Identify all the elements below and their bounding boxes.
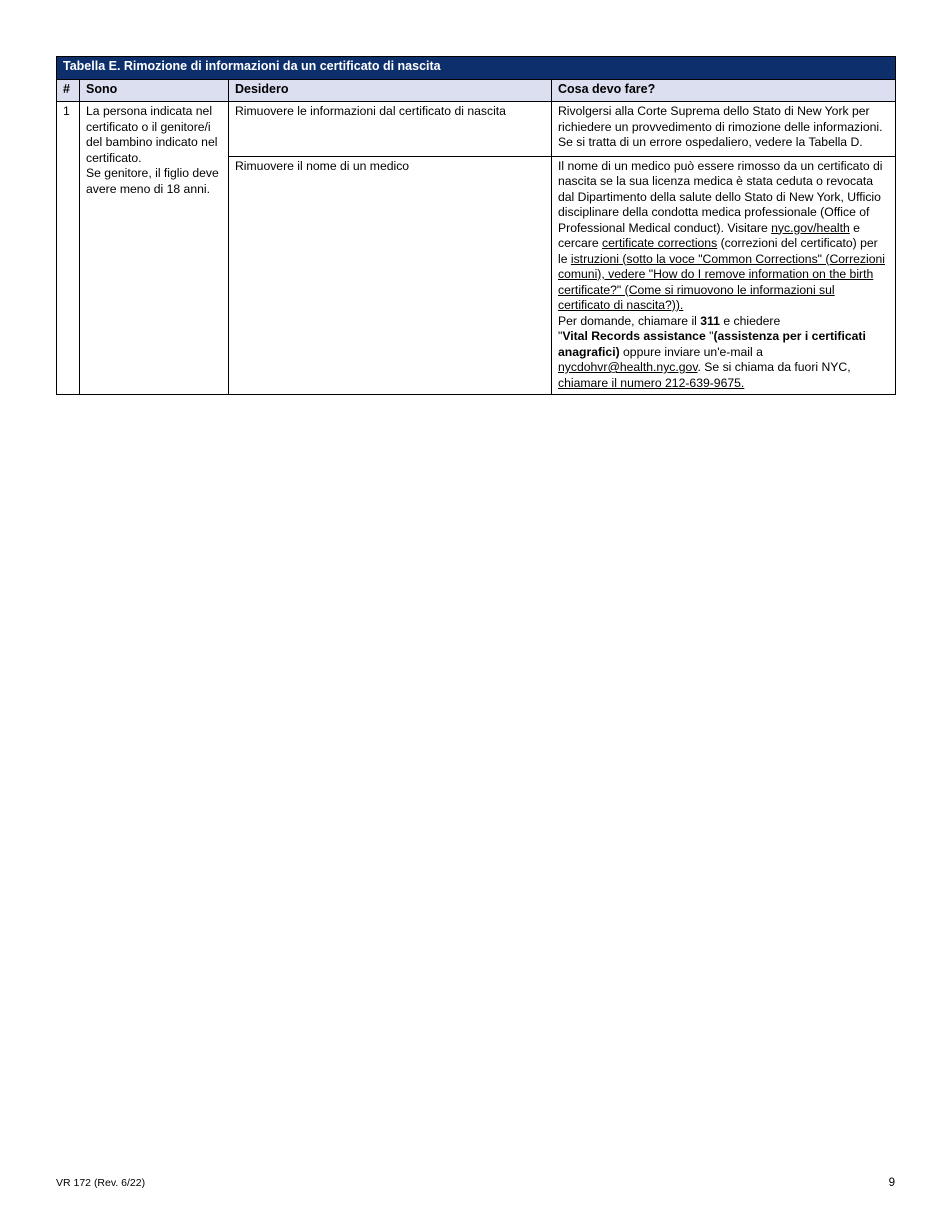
column-header-cosa: Cosa devo fare? — [552, 80, 896, 102]
sono-text-2: Se genitore, il figlio deve avere meno di 18 anni. — [86, 166, 219, 196]
instructions-link[interactable]: istruzioni (sotto la voce "Common Corrections" (Correzioni comuni), vedere "How do I remove information on the birth certificate?" (Come si rimuovono le informazioni sul certificato di nascita?)). — [558, 251, 885, 312]
table-header-row — [57, 80, 896, 102]
cosa-b-text-2: e cercare — [558, 220, 860, 250]
certificate-corrections-link[interactable]: certificate corrections — [602, 236, 718, 250]
quote-mid: " — [705, 329, 714, 343]
table-title: Tabella E. Rimozione di informazioni da un certificato di nascita — [57, 57, 896, 80]
vital-records-label: Vital Records assistance — [562, 329, 706, 343]
phone-311: 311 — [700, 313, 720, 328]
nyc-health-link[interactable]: nyc.gov/health — [771, 220, 850, 235]
cosa-cell-a: Rivolgersi alla Corte Suprema dello Stato di New York per richiedere un provvedimento di rimozione delle informazioni. Se si tratta di un errore ospedaliero, vedere la Tabella D. — [552, 102, 896, 157]
assistenza-label: (assistenza per i certificati anagrafici) — [558, 329, 866, 359]
cosa-b-text-7: . Se si chiama da fuori NYC, — [697, 360, 851, 374]
cosa-b-text-3: (correzioni del certificato) per le — [558, 236, 878, 266]
cosa-b-text-6: oppure inviare un'e-mail a — [619, 344, 763, 359]
desidero-cell-b: Rimuovere il nome di un medico — [229, 156, 552, 395]
phone-number-text: chiamare il numero 212-639-9675. — [558, 375, 745, 390]
cosa-b-text-4: Per domande, chiamare il — [558, 313, 701, 328]
sono-cell — [80, 102, 229, 395]
table-row — [57, 102, 896, 157]
column-header-num: # — [57, 80, 80, 102]
quote-open: " — [558, 329, 563, 343]
cosa-b-text-1: Il nome di un medico può essere rimosso da un certificato di nascita se la sua licenza medica è stata ceduta o revocata dal Dipartimento della salute dello Stato di New York, Ufficio disciplinare della condotta medica professionale (Office of Professional Medical conduct). Visitare — [558, 158, 883, 235]
table-e — [56, 56, 896, 395]
column-header-desidero: Desidero — [229, 80, 552, 102]
form-id: VR 172 (Rev. 6/22) — [56, 1177, 146, 1189]
row-number: 1 — [57, 102, 80, 395]
desidero-cell-a: Rimuovere le informazioni dal certificato di nascita — [229, 102, 552, 157]
cosa-b-paragraph-2 — [558, 314, 889, 392]
table-title-row — [57, 57, 896, 80]
column-header-sono: Sono — [80, 80, 229, 102]
page-number: 9 — [888, 1177, 895, 1189]
cosa-b-text-5: e chiedere — [719, 313, 781, 328]
cosa-cell-b — [552, 156, 896, 395]
sono-text-1: La persona indicata nel certificato o il genitore/i del bambino indicato nel certificato. — [86, 104, 218, 165]
email-link[interactable]: nycdohvr@health.nyc.gov — [558, 360, 698, 374]
